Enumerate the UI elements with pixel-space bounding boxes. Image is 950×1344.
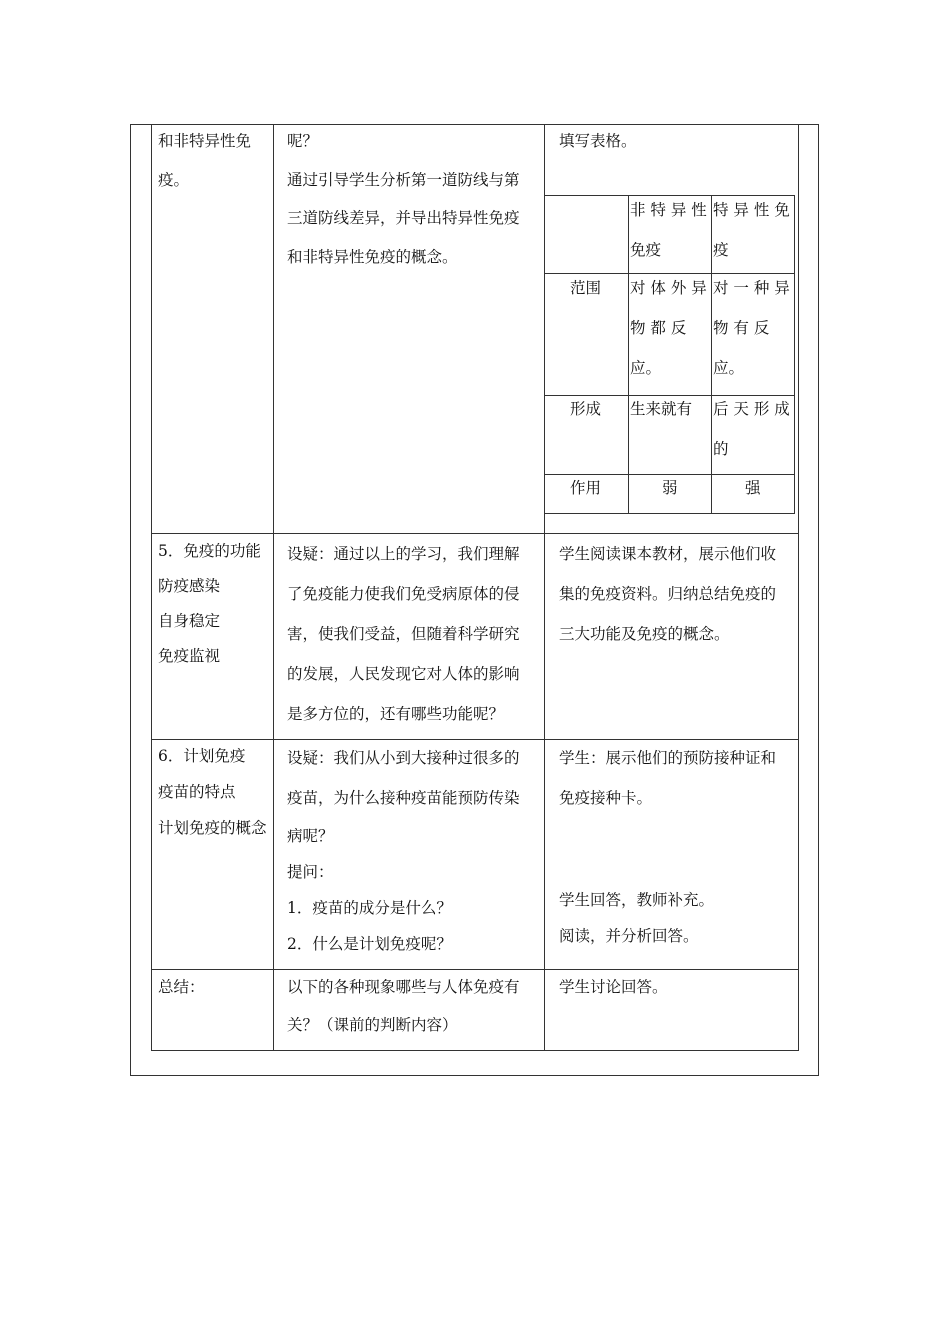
row2-topic-line: 5．免疫的功能 [158,542,261,560]
row3-topic-line: 6．计划免疫 [158,747,246,765]
table-divider-2 [544,124,545,1051]
row4-teacher-line: 以下的各种现象哪些与人体免疫有 [287,978,520,996]
row-label-formation: 形成 [570,400,602,418]
row3-teacher [287,738,520,962]
row2-student-line: 学生阅读课本教材，展示他们收 [559,545,777,563]
row1-topic [158,122,251,199]
row2-teacher-line: 的发展，人民发现它对人体的影响 [287,665,520,683]
scope-nonspecific: 对 体 外 异 [630,279,707,297]
row2-topic-line: 免疫监视 [158,647,221,665]
row1-topic-line: 疫。 [158,170,190,189]
row3-teacher-line: 病呢？ [287,827,334,845]
row3-student-a [559,738,776,818]
row1-topic-line: 和非特异性免 [158,132,252,150]
inner-v-2 [711,195,712,513]
row1-teacher-line: 三道防线差异，并导出特异性免疫 [287,209,520,227]
header-nonspecific: 非 特 异 性 [630,201,707,219]
row1-teacher [287,122,520,276]
inner-h-bottom [544,513,795,514]
row3-topic-line: 计划免疫的概念 [158,819,267,837]
row2-topic-line: 自身稳定 [158,612,221,630]
header-nonspecific: 免疫 [630,241,662,259]
scope-specific: 应。 [713,359,745,377]
formation-specific: 后 天 形 成 [713,400,790,418]
row-label-function: 作用 [570,479,602,497]
row4-topic: 总结： [158,978,205,996]
row1-teacher-line: 呢？ [287,132,319,150]
row2-teacher-line: 了免疫能力使我们免受病原体的侵 [287,585,520,603]
inner-v-right [794,195,795,513]
row3-topic [158,738,267,846]
table-bottom-border [151,1050,799,1051]
row2-topic-line: 防疫感染 [158,577,221,595]
table-divider-1 [273,124,274,1051]
header-specific: 疫 [713,241,729,259]
row1-student-title: 填写表格。 [559,132,637,150]
table-right-border [798,124,799,1051]
row3-teacher-line: 1．疫苗的成分是什么？ [287,899,452,917]
row2-teacher-line: 设疑：通过以上的学习，我们理解 [287,545,520,563]
row2-teacher-line: 是多方位的，还有哪些功能呢？ [287,705,505,723]
scope-nonspecific: 物 都 反 [630,319,687,337]
scope-specific: 对 一 种 异 [713,279,790,297]
row2-teacher-line: 害，使我们受益，但随着科学研究 [287,625,520,643]
row3-student-line: 学生回答，教师补充。 [559,891,715,909]
row2-student [559,534,776,654]
row3-topic-line: 疫苗的特点 [158,783,236,801]
row3-teacher-line: 设疑：我们从小到大接种过很多的 [287,749,520,767]
row3-student-line: 学生：展示他们的预防接种证和 [559,749,777,767]
table-left-border [151,124,152,1051]
row2-student-line: 三大功能及免疫的概念。 [559,625,730,643]
row3-student-line: 阅读，并分析回答。 [559,927,699,945]
row3-student-line: 免疫接种卡。 [559,789,653,807]
function-nonspecific: 弱 [662,479,678,497]
row2-topic [158,534,261,674]
row3-student-b [559,882,714,954]
formation-specific: 的 [713,440,729,458]
formation-nonspecific: 生来就有 [630,400,693,418]
header-specific: 特 异 性 免 [713,201,790,219]
function-specific: 强 [745,479,761,497]
row2-teacher [287,534,520,734]
scope-specific: 物 有 反 [713,319,770,337]
row3-teacher-line: 2．什么是计划免疫呢？ [287,935,452,953]
inner-v-1 [628,195,629,513]
row3-teacher-line: 提问： [287,863,334,881]
row1-teacher-line: 通过引导学生分析第一道防线与第 [287,170,520,189]
row4-student: 学生讨论回答。 [559,978,668,996]
row3-teacher-line: 疫苗，为什么接种疫苗能预防传染 [287,789,520,807]
scope-nonspecific: 应。 [630,359,662,377]
row1-teacher-line: 和非特异性免疫的概念。 [287,247,458,266]
row-label-scope: 范围 [570,279,602,297]
row4-teacher [287,968,520,1044]
row4-teacher-line: 关？（课前的判断内容） [287,1016,458,1034]
row2-student-line: 集的免疫资料。归纳总结免疫的 [559,585,777,603]
